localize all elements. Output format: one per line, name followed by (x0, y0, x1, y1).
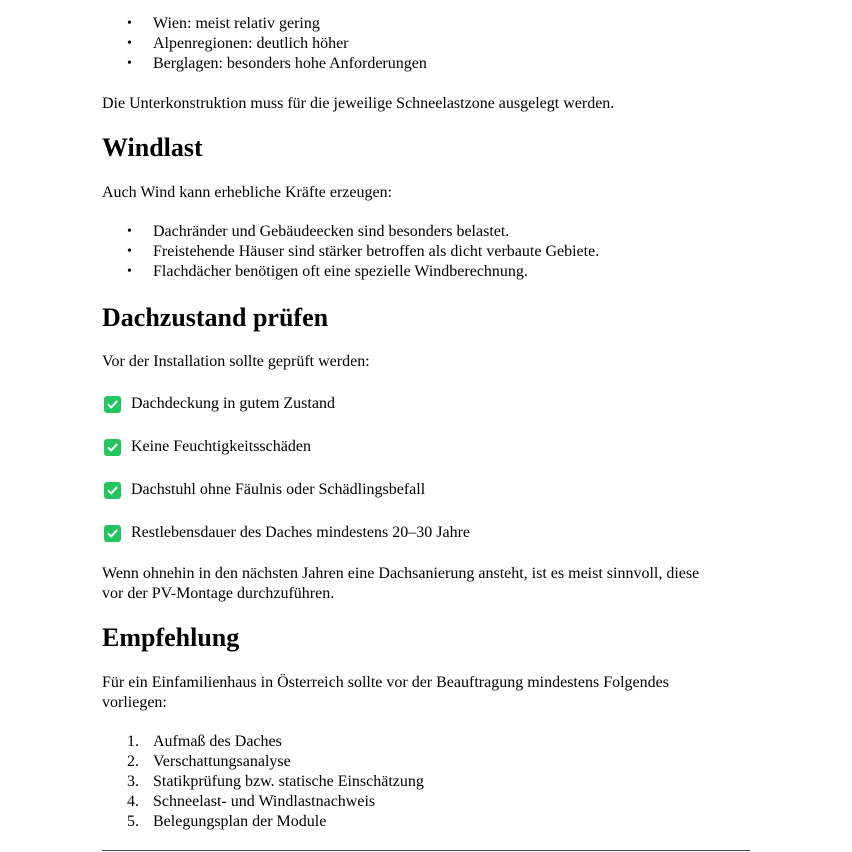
checklist-item: Dachstuhl ohne Fäulnis oder Schädlingsbefall (104, 479, 425, 501)
bullet-icon: • (127, 224, 132, 239)
list-item: • Flachdächer benötigen oft eine spezielle Windberechnung. (127, 263, 528, 280)
check-mark-icon (104, 482, 121, 499)
list-item: • Freistehende Häuser sind stärker betroffen als dicht verbaute Gebiete. (127, 243, 600, 260)
list-item: • Berglagen: besonders hohe Anforderungen (127, 55, 427, 72)
list-item: 3. Statikprüfung bzw. statische Einschätzung (127, 773, 424, 790)
windlast-intro: Auch Wind kann erhebliche Kräfte erzeugen: (102, 184, 393, 201)
checklist-item: Restlebensdauer des Daches mindestens 20–30 Jahre (104, 522, 470, 544)
section-heading-windlast: Windlast (102, 133, 203, 162)
list-item: • Dachränder und Gebäudeecken sind besonders belastet. (127, 223, 510, 240)
dachsanierung-note-line-1: Wenn ohnehin in den nächsten Jahren eine Dachsanierung ansteht, ist es meist sinnvoll, diese (102, 565, 700, 582)
check-mark-icon (104, 396, 121, 413)
section-heading-dachzustand: Dachzustand prüfen (102, 303, 329, 332)
checklist-item: Keine Feuchtigkeitsschäden (104, 436, 311, 458)
empfehlung-intro-line-2: vorliegen: (102, 694, 167, 711)
empfehlung-list (102, 732, 424, 832)
dachsanierung-note-line-2: vor der PV-Montage durchzuführen. (102, 585, 335, 602)
horizontal-divider (102, 850, 750, 851)
bullet-icon: • (127, 56, 132, 71)
dachzustand-intro: Vor der Installation sollte geprüft werden: (102, 353, 370, 370)
checklist-item: Dachdeckung in gutem Zustand (104, 393, 335, 415)
list-item: 5. Belegungsplan der Module (127, 813, 327, 830)
snow-load-note: Die Unterkonstruktion muss für die jeweilige Schneelastzone ausgelegt werden. (102, 95, 615, 112)
bullet-icon: • (127, 244, 132, 259)
windlast-list (102, 222, 599, 282)
bullet-icon: • (127, 36, 132, 51)
list-item: • Alpenregionen: deutlich höher (127, 35, 349, 52)
list-item: • Wien: meist relativ gering (127, 15, 320, 32)
empfehlung-intro-line-1: Für ein Einfamilienhaus in Österreich sollte vor der Beauftragung mindestens Folgendes (102, 674, 669, 691)
check-mark-icon (104, 525, 121, 542)
list-item: 4. Schneelast- und Windlastnachweis (127, 793, 376, 810)
bullet-icon: • (127, 16, 132, 31)
bullet-icon: • (127, 264, 132, 279)
section-heading-empfehlung: Empfehlung (102, 623, 240, 652)
list-item: 1. Aufmaß des Daches (127, 733, 282, 750)
list-item: 2. Verschattungsanalyse (127, 753, 291, 770)
snow-load-list (102, 14, 427, 74)
check-mark-icon (104, 439, 121, 456)
